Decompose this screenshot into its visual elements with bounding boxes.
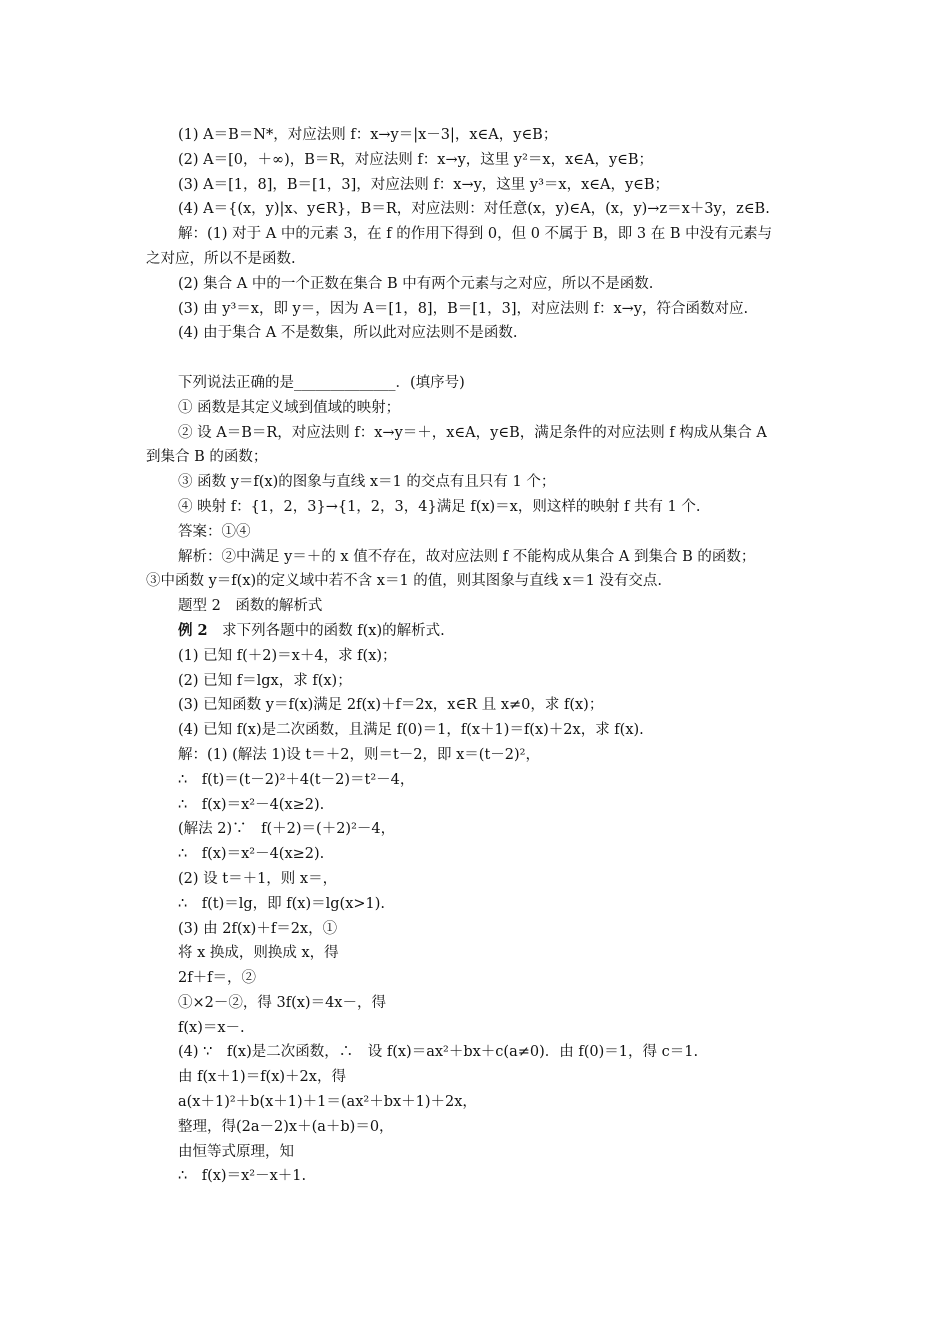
- text-line: (3) 由 y³＝x，即 y＝，因为 A＝[1，8]，B＝[1，3]，对应法则 f：x→y，符合函数对应.: [178, 300, 749, 317]
- text-line: 解：(1) (解法 1)设 t＝＋2，则＝t－2，即 x＝(t－2)²，: [178, 746, 540, 763]
- answer-line: 答案：①④: [178, 523, 251, 540]
- text-line: 由恒等式原理，知: [178, 1143, 294, 1160]
- text-line: (4) 由于集合 A 不是数集，所以此对应法则不是函数.: [178, 325, 518, 342]
- text-line: (解法 2)∵ f(＋2)＝(＋2)²－4，: [178, 821, 396, 838]
- text-line: (3) 由 2f(x)＋f＝2x，①: [178, 920, 338, 937]
- text-line: ∴ f(t)＝lg，即 f(x)＝lg(x>1).: [178, 895, 386, 912]
- text-line: 解：(1) 对于 A 中的元素 3，在 f 的作用下得到 0，但 0 不属于 B，即 3 在 B 中没有元素与: [178, 226, 773, 243]
- text-line: ∴ f(t)＝(t－2)²＋4(t－2)＝t²－4，: [178, 771, 415, 788]
- text-line: ∴ f(x)＝x²－4(x≥2).: [178, 846, 325, 863]
- example-label: 例 2: [178, 621, 208, 639]
- document-body: [146, 123, 826, 1189]
- text-line: f(x)＝x－.: [178, 1019, 245, 1036]
- text-line: 到集合 B 的函数；: [146, 449, 268, 466]
- text-line: (2) A＝[0，＋∞)，B＝R，对应法则 f：x→y，这里 y²＝x，x∈A，y∈B；: [178, 151, 654, 168]
- text-line: (4) ∵ f(x)是二次函数，∴ 设 f(x)＝ax²＋bx＋c(a≠0)．由 f(0)＝1，得 c＝1.: [178, 1044, 699, 1061]
- text-line: 整理，得(2a－2)x＋(a＋b)＝0，: [178, 1118, 394, 1135]
- text-line: 之对应，所以不是函数.: [146, 250, 296, 267]
- text-line: (3) 已知函数 y＝f(x)满足 2f(x)＋f＝2x，x∈R 且 x≠0，求 f(x)；: [178, 697, 604, 714]
- text-line: (1) 已知 f(＋2)＝x＋4，求 f(x)；: [178, 647, 397, 664]
- example-text: 求下列各题中的函数 f(x)的解析式.: [207, 622, 445, 639]
- text-line: (1) A＝B＝N*，对应法则 f：x→y＝|x－3|，x∈A，y∈B；: [178, 127, 558, 143]
- text-line: (4) 已知 f(x)是二次函数，且满足 f(0)＝1，f(x＋1)＝f(x)＋2x，求 f(x).: [178, 722, 644, 739]
- text-line: (3) A＝[1，8]，B＝[1，3]，对应法则 f：x→y，这里 y³＝x，x∈A，y∈B；: [178, 176, 670, 193]
- text-line: 下列说法正确的是______________．(填序号): [178, 374, 465, 391]
- text-line: ∴ f(x)＝x²－x＋1.: [178, 1168, 307, 1185]
- text-line: ③ 函数 y＝f(x)的图象与直线 x＝1 的交点有且只有 1 个；: [178, 474, 556, 491]
- text-line: 由 f(x＋1)＝f(x)＋2x，得: [178, 1069, 346, 1086]
- text-line: (2) 设 t＝＋1，则 x＝，: [178, 870, 338, 887]
- text-line: (2) 已知 f＝lgx，求 f(x)；: [178, 672, 352, 689]
- text-line: ③中函数 y＝f(x)的定义域中若不含 x＝1 的值，则其图象与直线 x＝1 没有交点.: [146, 573, 663, 590]
- text-line: a(x＋1)²＋b(x＋1)＋1＝(ax²＋bx＋1)＋2x，: [178, 1094, 477, 1111]
- blank-line: [146, 346, 826, 371]
- example-line: [146, 619, 826, 644]
- text-line: ①×2－②，得 3f(x)＝4x－，得: [178, 994, 386, 1011]
- text-line: 将 x 换成，则换成 x，得: [178, 945, 339, 962]
- text-line: 解析：②中满足 y＝＋的 x 值不存在，故对应法则 f 不能构成从集合 A 到集合 B 的函数；: [178, 548, 756, 565]
- text-line: (2) 集合 A 中的一个正数在集合 B 中有两个元素与之对应，所以不是函数.: [178, 275, 654, 292]
- text-line: ∴ f(x)＝x²－4(x≥2).: [178, 796, 325, 813]
- text-line: 2f＋f＝，②: [178, 970, 256, 987]
- text-line: ④ 映射 f：{1，2，3}→{1，2，3，4}满足 f(x)＝x，则这样的映射 f 共有 1 个.: [178, 498, 701, 515]
- section-heading: 题型 2 函数的解析式: [178, 598, 323, 615]
- text-line: (4) A＝{(x，y)|x、y∈R}，B＝R，对应法则：对任意(x，y)∈A，(x，y)→z＝x＋3y，z∈B.: [178, 201, 770, 218]
- text-line: ① 函数是其定义域到值域的映射；: [178, 399, 401, 416]
- text-line: ② 设 A＝B＝R，对应法则 f：x→y＝＋，x∈A，y∈B，满足条件的对应法则 f 构成从集合 A: [178, 424, 767, 441]
